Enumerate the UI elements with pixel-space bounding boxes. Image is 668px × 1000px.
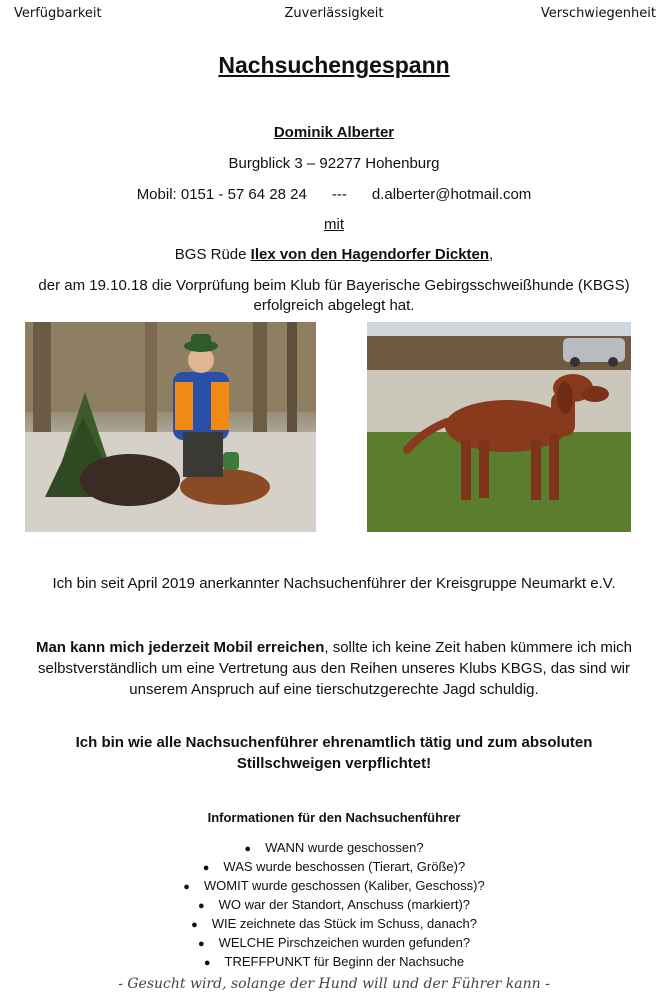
erreichen-rest: , sollte ich keine Zeit haben kümmere ich mich selbstverständlich um eine Vertretung aus den Reihen unseres Klubs KBGS, das sind wir unserem Anspruch auf eine tierschutzgerechte Jagd schuldig.: [38, 639, 633, 698]
header-right: Verschwiegenheit: [540, 6, 656, 21]
pruefung-text: der am 19.10.18 die Vorprüfung beim Klub für Bayerische Gebirgsschweißhunde (KBGS) erfolgreich abgelegt hat.: [38, 277, 630, 314]
bullet-icon: ●: [203, 957, 211, 969]
header-left: Verfügbarkeit: [14, 6, 102, 21]
anerkannt-text: Ich bin seit April 2019 anerkannter Nachsuchenführer der Kreisgruppe Neumarkt e.V.: [52, 575, 616, 592]
photo-hunter-with-dog-and-boar: [25, 322, 316, 532]
header-bar: [0, 6, 668, 26]
contact-email[interactable]: d.alberter@hotmail.com: [371, 186, 532, 203]
contact-separator: ---: [331, 186, 347, 203]
bullet-icon: ●: [202, 862, 210, 874]
page-title: Nachsuchengespann: [218, 52, 450, 78]
dog-prefix: BGS Rüde: [174, 246, 251, 263]
list-item: ● WIE zeichnete das Stück im Schuss, danach?: [0, 914, 668, 933]
contact-address: Burgblick 3 – 92277 Hohenburg: [228, 155, 440, 172]
mit-label: mit: [324, 216, 344, 233]
dog-suffix: ,: [489, 246, 494, 263]
dog-name: Ilex von den Hagendorfer Dickten: [250, 246, 490, 263]
ehrenamt-text: Ich bin wie alle Nachsuchenführer ehrenamtlich tätig und zum absoluten Stillschweigen verpflichtet!: [75, 734, 593, 772]
footer-motto: - Gesucht wird, solange der Hund will und der Führer kann -: [118, 976, 550, 992]
contact-name: Dominik Alberter: [273, 124, 395, 141]
list-item: ● WANN wurde geschossen?: [0, 838, 668, 857]
photo-dog-standing: [367, 322, 631, 532]
list-item: ● WOMIT wurde geschossen (Kaliber, Geschoss)?: [0, 876, 668, 895]
bullet-icon: ●: [244, 843, 252, 855]
bullet-icon: ●: [197, 900, 205, 912]
list-item: ● TREFFPUNKT für Beginn der Nachsuche: [0, 952, 668, 971]
list-item: ● WO war der Standort, Anschuss (markiert)?: [0, 895, 668, 914]
bullet-icon: ●: [183, 881, 190, 893]
header-center: Zuverlässigkeit: [284, 6, 384, 21]
contact-line: [0, 186, 668, 203]
dog-line: [0, 246, 668, 263]
bullet-icon: ●: [191, 919, 198, 931]
info-list: [0, 838, 668, 971]
list-item: ● WELCHE Pirschzeichen wurden gefunden?: [0, 933, 668, 952]
info-heading: Informationen für den Nachsuchenführer: [207, 810, 461, 825]
contact-mobile: Mobil: 0151 - 57 64 28 24: [136, 186, 307, 203]
list-item: ● WAS wurde beschossen (Tierart, Größe)?: [0, 857, 668, 876]
bullet-icon: ●: [197, 938, 205, 950]
erreichen-text: [0, 637, 668, 700]
erreichen-bold: Man kann mich jederzeit Mobil erreichen: [35, 639, 325, 656]
